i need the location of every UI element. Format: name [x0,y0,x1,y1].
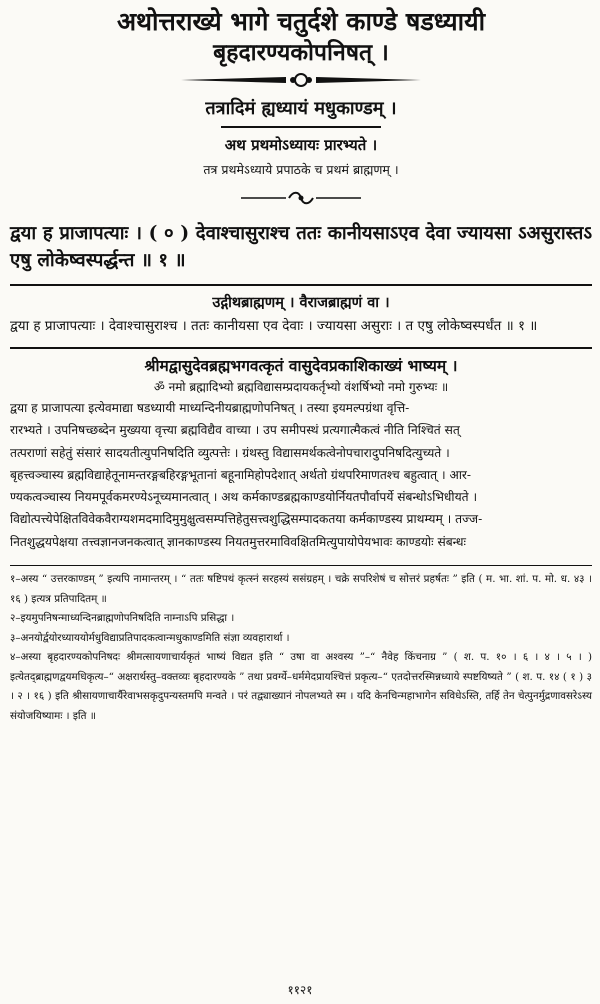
mantra-verse: द्वया ह प्राजापत्याः । ( ० ) देवाश्चासुराश्च ततः कानीयसाऽएव देवा ज्यायसा ऽअसुरास्तऽ एषु लोकेष्वस्पर्द्धन्त ॥ १ ॥ [10,223,592,271]
section-rule-2 [10,347,592,349]
header-line-2: बृहदारण्यकोपनिषत् । [213,39,389,66]
footnote: २–इयमुपनिषन्माध्यन्दिनब्राह्मणोपनिषदिति नाम्नाऽपि प्रसिद्धा । [10,612,235,625]
commentary-line: तत्पराणां सहेतुं संसारं सादयतीत्युपनिषदिति व्युत्पत्तेः । ग्रंथस्तु विद्यासमर्थकत्वेनोपचारादुपनिषदित्युच्यते । [10,445,450,460]
header-line-4: अथ प्रथमोऽध्यायः प्रारभ्यते । [224,136,378,154]
footnote: ४–अस्या बृहदारण्यकोपनिषदः श्रीमत्सायणाचार्यकृतं भाष्यं विद्यत इति “ उषा वा अश्वस्य ”–“ नैवेह किंचनाग्र ” ( श. प. १० । ६ । ४ । ५ । ) इत्येतद्ब्राह्मणद्वयमधिकृत्य–“ अक्षरार्थस्तु–वक्तव्यः बृहदारण्यके ” तथा प्रवर्ग्ये–धर्ममेदप्रायश्चित्तं प्रकृत्य–“ एतदोत्तरस्मिन्नध्याये स्पष्टयिष्यते ” ( श. प. १४ ( १ ) ३ । २ । १६ ) इति श्रीसायणाचार्यैरेवाभसकृदुपन्यस्तमपि मन्वते । परं तद्व्याख्यानं नोपलभ्यते स्म । यदि केनचिन्महाभागेन सविधेऽस्ति, तर्हि तेन चेत्पुनर्मुद्रणावसरेऽस्य संयोजयिष्यामः । इति ॥ [10,651,592,722]
commentary-line: रारभ्यते । उपनिषच्छब्देन मुख्यया वृत्त्या ब्रह्मविद्यैव वाच्या । उप समीपस्थं प्रत्यगात्मैकत्वं नीति निश्चितं सत् [10,423,460,438]
header-line-1: अथोत्तराख्ये भागे चतुर्दशे काण्डे षडध्यायी [116,7,486,36]
short-divider [221,126,381,128]
ornament-divider-mid [10,186,592,210]
commentary-line: विद्योत्पत्त्येपेक्षितविवेकवैराग्यशमदमादिमुमुक्षुत्वसम्पत्तिहेतुसत्त्वशुद्धिसम्पादकतया कर्मकाण्डस्य प्राथम्यम् । तज्ज- [10,512,483,527]
section-rule-1 [10,284,592,286]
header-line-5: तत्र प्रथमेऽध्याये प्रपाठके च प्रथमं ब्राह्मणम् । [203,162,399,177]
invocation-line: ॐ नमो ब्रह्मादिभ्यो ब्रह्मविद्यासम्प्रदायकर्तृभ्यो वंशर्षिभ्यो नमो गुरुभ्यः ॥ [153,380,449,394]
commentary-line: ण्यकत्वञ्चास्य नियमपूर्वकमरण्येऽनूच्यमानत्वात् । अथ कर्मकाण्डब्रह्मकाण्डयोर्नियतपौर्वापर्ये संबन्धोऽभिधीयते । [10,490,478,505]
section-title: उद्गीथब्राह्मणम् । वैराजब्राह्मणं वा । [212,294,390,311]
bhashya-title: श्रीमद्वासुदेवब्रह्मभगवत्कृतं वासुदेवप्रकाशिकाख्यं भाष्यम् । [144,356,458,375]
footnote: ३–अनयोर्द्वयोरध्याययोर्मधुविद्याप्रतिपादकत्वान्मधुकाण्डमिति संज्ञा व्यवहारार्था । [10,631,290,644]
commentary-line: द्वया ह प्राजापत्या इत्येवमाद्या षडध्यायी माध्यन्दिनीयब्राह्मणोपनिषत् । तस्या इयमल्पग्रंथा वृत्ति- [10,401,410,415]
ornament-divider-top [10,68,592,92]
commentary-line: नितशुद्धयपेक्षया तत्त्वज्ञानजनकत्वात् ज्ञानकाण्डस्य नियतमुत्तरमाविवक्षितमित्युपायोपेयभावः काण्डयोः संबन्धः [10,534,466,549]
commentary-line: बृहत्त्वञ्चास्य ब्रह्मविद्याहेतूनामन्तरङ्गबहिरङ्गभूतानां बहूनामिहोपदेशात् अर्थतो ग्रंथपरिमाणतश्च बहुत्वात् । आर- [10,467,472,482]
commentary-block [10,397,592,553]
footnote: १–अस्य “ उत्तरकाण्डम् ” इत्यपि नामान्तरम् । “ ततः षष्टिपथं कृत्स्नं सरहस्यं ससंग्रहम् । चक्रे सपरिशेषं च सोत्तरं प्रहर्षतः ” इति ( म. भा. शां. प. मो. ध. ४३ । १६ ) इत्यत्र प्रतिपादितम् ॥ [10,573,592,605]
page-number: ११२१ [287,983,313,997]
header-line-3: तत्रादिमं ह्यध्यायं मधुकाण्डम् । [205,98,397,119]
footnotes [10,570,592,726]
footnote-rule [10,565,592,566]
section-text: द्वया ह प्राजापत्याः । देवाश्चासुराश्च । ततः कानीयसा एव देवाः । ज्यायसा असुराः । त एषु लोकेष्वस्पर्धंत ॥ १ ॥ [10,318,538,334]
